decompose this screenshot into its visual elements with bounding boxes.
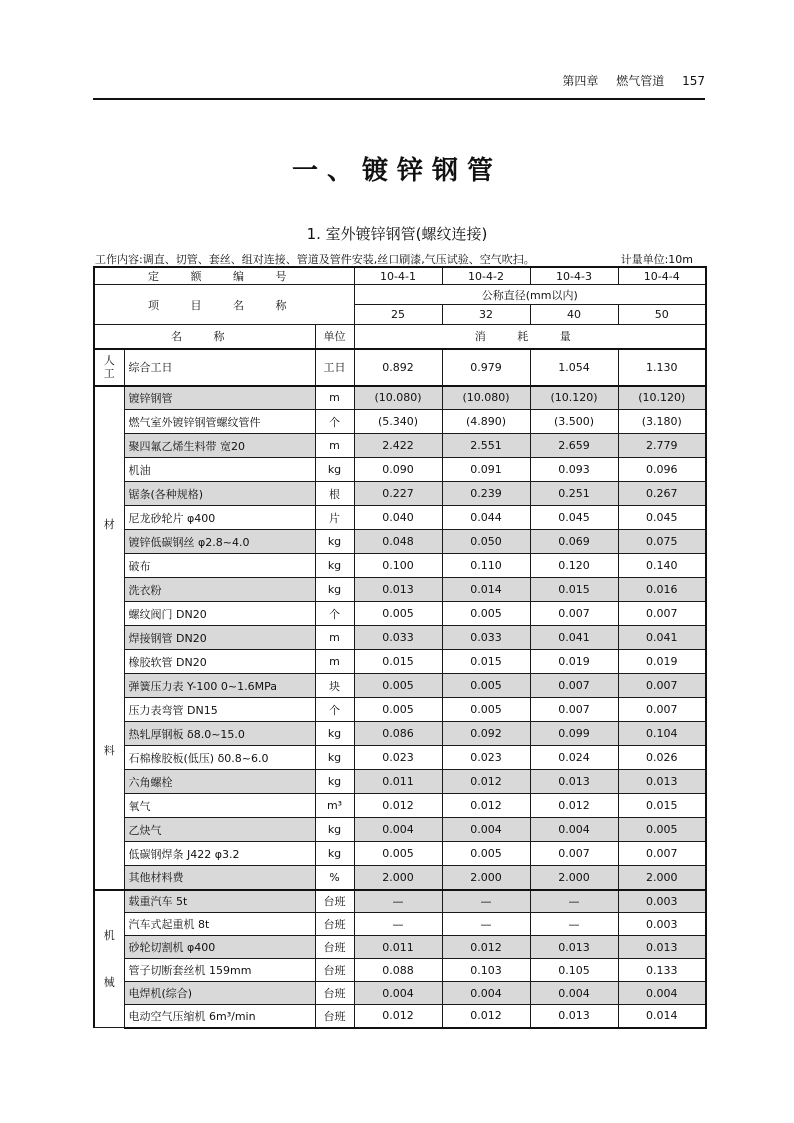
consumption-value: 0.024 xyxy=(530,746,618,770)
resource-name: 镀锌低碳钢丝 φ2.8~4.0 xyxy=(124,530,315,554)
resource-row xyxy=(94,386,706,410)
consumption-value: 0.005 xyxy=(354,842,442,866)
consumption-value: 0.093 xyxy=(530,458,618,482)
consumption-value: 0.007 xyxy=(530,842,618,866)
consumption-value: 0.014 xyxy=(618,1005,706,1028)
quota-code: 10-4-2 xyxy=(442,267,530,285)
consumption-value: 0.007 xyxy=(530,674,618,698)
category-char: 工 xyxy=(103,367,115,380)
consumption-value: 0.048 xyxy=(354,530,442,554)
consumption-value: 2.422 xyxy=(354,434,442,458)
consumption-value: 0.133 xyxy=(618,959,706,982)
consumption-value: 0.007 xyxy=(530,698,618,722)
consumption-value: 0.120 xyxy=(530,554,618,578)
consumption-value: 0.004 xyxy=(530,982,618,1005)
resource-unit: 个 xyxy=(315,602,354,626)
consumption-value: 0.033 xyxy=(354,626,442,650)
resource-unit: kg xyxy=(315,770,354,794)
column-header-row xyxy=(94,325,706,349)
category-char: 材 xyxy=(103,518,115,532)
consumption-value: 2.000 xyxy=(442,866,530,890)
resource-name: 压力表弯管 DN15 xyxy=(124,698,315,722)
resource-unit: 台班 xyxy=(315,890,354,913)
resource-unit: kg xyxy=(315,722,354,746)
consumption-value: 0.013 xyxy=(530,1005,618,1028)
resource-unit: m xyxy=(315,626,354,650)
consumption-value: 0.033 xyxy=(442,626,530,650)
resource-name: 乙炔气 xyxy=(124,818,315,842)
consumption-value: 0.007 xyxy=(530,602,618,626)
consumption-value: (3.180) xyxy=(618,410,706,434)
consumption-value: 1.130 xyxy=(618,349,706,386)
consumption-value: 0.251 xyxy=(530,482,618,506)
section-title: 一、镀锌钢管 xyxy=(291,156,502,186)
resource-name: 弹簧压力表 Y-100 0~1.6MPa xyxy=(124,674,315,698)
resource-unit: kg xyxy=(315,746,354,770)
consumption-value: 2.551 xyxy=(442,434,530,458)
resource-row xyxy=(94,650,706,674)
consumption-value: 0.007 xyxy=(618,674,706,698)
quota-number-row xyxy=(94,267,706,285)
consumption-value: 0.267 xyxy=(618,482,706,506)
resource-row xyxy=(94,482,706,506)
consumption-value: 0.239 xyxy=(442,482,530,506)
resource-unit: m xyxy=(315,386,354,410)
consumption-value: 0.015 xyxy=(530,578,618,602)
category-char: 人 xyxy=(103,353,115,367)
resource-unit: kg xyxy=(315,578,354,602)
resource-row xyxy=(94,959,706,982)
consumption-value: 0.069 xyxy=(530,530,618,554)
running-header xyxy=(93,72,705,92)
resource-unit: 根 xyxy=(315,482,354,506)
resource-row xyxy=(94,1005,706,1028)
consumption-value: 0.044 xyxy=(442,506,530,530)
consumption-value: 0.005 xyxy=(442,842,530,866)
consumption-value: 0.026 xyxy=(618,746,706,770)
consumption-value: 0.004 xyxy=(618,982,706,1005)
quota-number-label: 定 额 编 号 xyxy=(94,267,354,285)
consumption-value: 0.092 xyxy=(442,722,530,746)
consumption-value: 0.003 xyxy=(618,890,706,913)
resource-unit: 台班 xyxy=(315,936,354,959)
chapter-title: 燃气管道 xyxy=(616,74,665,88)
consumption-value: (10.120) xyxy=(618,386,706,410)
resource-row xyxy=(94,506,706,530)
consumption-value: (4.890) xyxy=(442,410,530,434)
resource-row xyxy=(94,982,706,1005)
consumption-value: 0.096 xyxy=(618,458,706,482)
category-char: 料 xyxy=(103,743,115,757)
resource-unit: % xyxy=(315,866,354,890)
work-content-line xyxy=(95,251,703,267)
consumption-value: 0.090 xyxy=(354,458,442,482)
resource-name: 镀锌钢管 xyxy=(124,386,315,410)
consumption-value: 0.100 xyxy=(354,554,442,578)
consumption-value: 2.000 xyxy=(530,866,618,890)
consumption-value: 0.011 xyxy=(354,770,442,794)
resource-row xyxy=(94,746,706,770)
consumption-value: 0.004 xyxy=(442,818,530,842)
resource-row xyxy=(94,913,706,936)
consumption-value: 0.099 xyxy=(530,722,618,746)
consumption-value: 0.005 xyxy=(442,602,530,626)
consumption-value: (5.340) xyxy=(354,410,442,434)
consumption-value: 2.000 xyxy=(354,866,442,890)
resource-row xyxy=(94,602,706,626)
consumption-value: — xyxy=(442,913,530,936)
consumption-value: 0.012 xyxy=(530,794,618,818)
consumption-value: 0.014 xyxy=(442,578,530,602)
resource-unit: 个 xyxy=(315,698,354,722)
consumption-value: (3.500) xyxy=(530,410,618,434)
consumption-value: 0.041 xyxy=(618,626,706,650)
resource-row xyxy=(94,349,706,386)
consumption-value: 0.012 xyxy=(354,794,442,818)
resource-unit: kg xyxy=(315,818,354,842)
resource-row xyxy=(94,842,706,866)
resource-name: 尼龙砂轮片 φ400 xyxy=(124,506,315,530)
consumption-value: 0.013 xyxy=(618,770,706,794)
resource-row xyxy=(94,578,706,602)
consumption-value: 0.012 xyxy=(442,936,530,959)
resource-row xyxy=(94,866,706,890)
category-char: 械 xyxy=(103,975,115,989)
consumption-value: 1.054 xyxy=(530,349,618,386)
consumption-value: 0.003 xyxy=(618,913,706,936)
resource-name: 氧气 xyxy=(124,794,315,818)
category-char: 机 xyxy=(103,928,115,942)
consumption-value: — xyxy=(354,913,442,936)
consumption-value: 0.019 xyxy=(618,650,706,674)
resource-row xyxy=(94,554,706,578)
resource-name: 综合工日 xyxy=(124,349,315,386)
consumption-value: — xyxy=(442,890,530,913)
consumption-value: 2.000 xyxy=(618,866,706,890)
resource-name: 燃气室外镀锌钢管螺纹管件 xyxy=(124,410,315,434)
resource-row xyxy=(94,794,706,818)
resource-row xyxy=(94,434,706,458)
consumption-value: (10.080) xyxy=(442,386,530,410)
resource-name: 锯条(各种规格) xyxy=(124,482,315,506)
diameter-value: 32 xyxy=(442,305,530,325)
consumption-value: 0.005 xyxy=(442,674,530,698)
consumption-value: 0.045 xyxy=(530,506,618,530)
category-cell-machinery xyxy=(94,890,124,1028)
resource-unit: 个 xyxy=(315,410,354,434)
resource-name: 电动空气压缩机 6m³/min xyxy=(124,1005,315,1028)
resource-name: 焊接钢管 DN20 xyxy=(124,626,315,650)
resource-unit: 块 xyxy=(315,674,354,698)
consumption-value: 0.005 xyxy=(354,674,442,698)
name-column-header: 名 称 xyxy=(94,325,315,349)
consumption-value: 0.011 xyxy=(354,936,442,959)
consumption-value: 0.012 xyxy=(442,770,530,794)
resource-row xyxy=(94,722,706,746)
unit-column-header: 单位 xyxy=(315,325,354,349)
unit-label: 计量单位:10m xyxy=(620,253,693,266)
consumption-value: 0.004 xyxy=(442,982,530,1005)
resource-name: 汽车式起重机 8t xyxy=(124,913,315,936)
consumption-value: 0.013 xyxy=(618,936,706,959)
consumption-value: 0.227 xyxy=(354,482,442,506)
category-cell-labor xyxy=(94,349,124,386)
consumption-value: 0.105 xyxy=(530,959,618,982)
resource-row xyxy=(94,770,706,794)
consumption-value: 0.140 xyxy=(618,554,706,578)
resource-name: 破布 xyxy=(124,554,315,578)
consumption-value: 0.007 xyxy=(618,842,706,866)
consumption-value: 0.023 xyxy=(442,746,530,770)
resource-name: 砂轮切割机 φ400 xyxy=(124,936,315,959)
consumption-value: 0.015 xyxy=(618,794,706,818)
resource-name: 载重汽车 5t xyxy=(124,890,315,913)
consumption-value: 0.005 xyxy=(354,602,442,626)
resource-row xyxy=(94,626,706,650)
diameter-value: 50 xyxy=(618,305,706,325)
resource-name: 橡胶软管 DN20 xyxy=(124,650,315,674)
item-name-label: 项 目 名 称 xyxy=(94,285,354,325)
resource-row xyxy=(94,936,706,959)
resource-row xyxy=(94,458,706,482)
consumption-value: 0.013 xyxy=(354,578,442,602)
consumption-value: 0.103 xyxy=(442,959,530,982)
consumption-value: 0.979 xyxy=(442,349,530,386)
resource-unit: 台班 xyxy=(315,1005,354,1028)
resource-name: 管子切断套丝机 159mm xyxy=(124,959,315,982)
consumption-value: 0.075 xyxy=(618,530,706,554)
consumption-value: 0.007 xyxy=(618,698,706,722)
consumption-value: — xyxy=(530,890,618,913)
header-rule xyxy=(93,98,705,100)
consumption-value: 0.015 xyxy=(442,650,530,674)
consumption-value: 0.104 xyxy=(618,722,706,746)
consumption-value: 0.005 xyxy=(442,698,530,722)
resource-unit: kg xyxy=(315,530,354,554)
consumption-value: 0.007 xyxy=(618,602,706,626)
resource-unit: m xyxy=(315,434,354,458)
diameter-value: 40 xyxy=(530,305,618,325)
resource-name: 六角螺栓 xyxy=(124,770,315,794)
resource-unit: kg xyxy=(315,554,354,578)
resource-row xyxy=(94,698,706,722)
resource-unit: 台班 xyxy=(315,913,354,936)
resource-name: 聚四氟乙烯生料带 宽20 xyxy=(124,434,315,458)
consumption-value: 0.004 xyxy=(354,818,442,842)
consumption-value: 0.005 xyxy=(618,818,706,842)
diameter-label: 公称直径(mm以内) xyxy=(354,285,706,305)
consumption-value: 0.004 xyxy=(530,818,618,842)
consumption-value: — xyxy=(530,913,618,936)
resource-name: 低碳钢焊条 J422 φ3.2 xyxy=(124,842,315,866)
consumption-value: 0.892 xyxy=(354,349,442,386)
consumption-value: 0.091 xyxy=(442,458,530,482)
work-content: 工作内容:调直、切管、套丝、组对连接、管道及管件安装,丝口刷漆,气压试验、空气吹扫。 xyxy=(95,253,535,266)
quota-code: 10-4-1 xyxy=(354,267,442,285)
resource-unit: 片 xyxy=(315,506,354,530)
category-cell-materials xyxy=(94,386,124,890)
resource-row xyxy=(94,410,706,434)
resource-unit: 台班 xyxy=(315,982,354,1005)
consumption-value: 0.012 xyxy=(354,1005,442,1028)
quota-table xyxy=(93,266,707,1029)
diameter-header-row xyxy=(94,285,706,305)
consumption-value: 0.019 xyxy=(530,650,618,674)
resource-unit: 台班 xyxy=(315,959,354,982)
resource-unit: kg xyxy=(315,842,354,866)
resource-name: 其他材料费 xyxy=(124,866,315,890)
resource-name: 热轧厚钢板 δ8.0~15.0 xyxy=(124,722,315,746)
consumption-value: 0.041 xyxy=(530,626,618,650)
consumption-value: 0.004 xyxy=(354,982,442,1005)
consumption-value: 0.023 xyxy=(354,746,442,770)
consumption-value: 0.045 xyxy=(618,506,706,530)
consumption-value: 0.110 xyxy=(442,554,530,578)
consumption-value: (10.120) xyxy=(530,386,618,410)
resource-row xyxy=(94,890,706,913)
diameter-value: 25 xyxy=(354,305,442,325)
consumption-value: 0.012 xyxy=(442,1005,530,1028)
consumption-header: 消 耗 量 xyxy=(354,325,706,349)
consumption-value: 0.050 xyxy=(442,530,530,554)
consumption-value: 0.088 xyxy=(354,959,442,982)
consumption-value: 2.659 xyxy=(530,434,618,458)
consumption-value: 0.015 xyxy=(354,650,442,674)
consumption-value: 0.005 xyxy=(354,698,442,722)
resource-name: 电焊机(综合) xyxy=(124,982,315,1005)
consumption-value: 0.016 xyxy=(618,578,706,602)
consumption-value: (10.080) xyxy=(354,386,442,410)
resource-unit: m xyxy=(315,650,354,674)
consumption-value: 0.013 xyxy=(530,770,618,794)
resource-name: 螺纹阀门 DN20 xyxy=(124,602,315,626)
consumption-value: 0.086 xyxy=(354,722,442,746)
consumption-value: — xyxy=(354,890,442,913)
chapter-number: 第四章 xyxy=(562,74,599,88)
resource-name: 机油 xyxy=(124,458,315,482)
consumption-value: 0.013 xyxy=(530,936,618,959)
resource-unit: kg xyxy=(315,458,354,482)
resource-unit: m³ xyxy=(315,794,354,818)
page-number: 157 xyxy=(682,74,705,88)
resource-unit: 工日 xyxy=(315,349,354,386)
consumption-value: 0.040 xyxy=(354,506,442,530)
resource-row xyxy=(94,674,706,698)
quota-code: 10-4-4 xyxy=(618,267,706,285)
consumption-value: 2.779 xyxy=(618,434,706,458)
subsection-title: 1. 室外镀锌钢管(螺纹连接) xyxy=(306,225,488,243)
resource-row xyxy=(94,530,706,554)
resource-row xyxy=(94,818,706,842)
quota-code: 10-4-3 xyxy=(530,267,618,285)
consumption-value: 0.012 xyxy=(442,794,530,818)
resource-name: 石棉橡胶板(低压) δ0.8~6.0 xyxy=(124,746,315,770)
resource-name: 洗衣粉 xyxy=(124,578,315,602)
